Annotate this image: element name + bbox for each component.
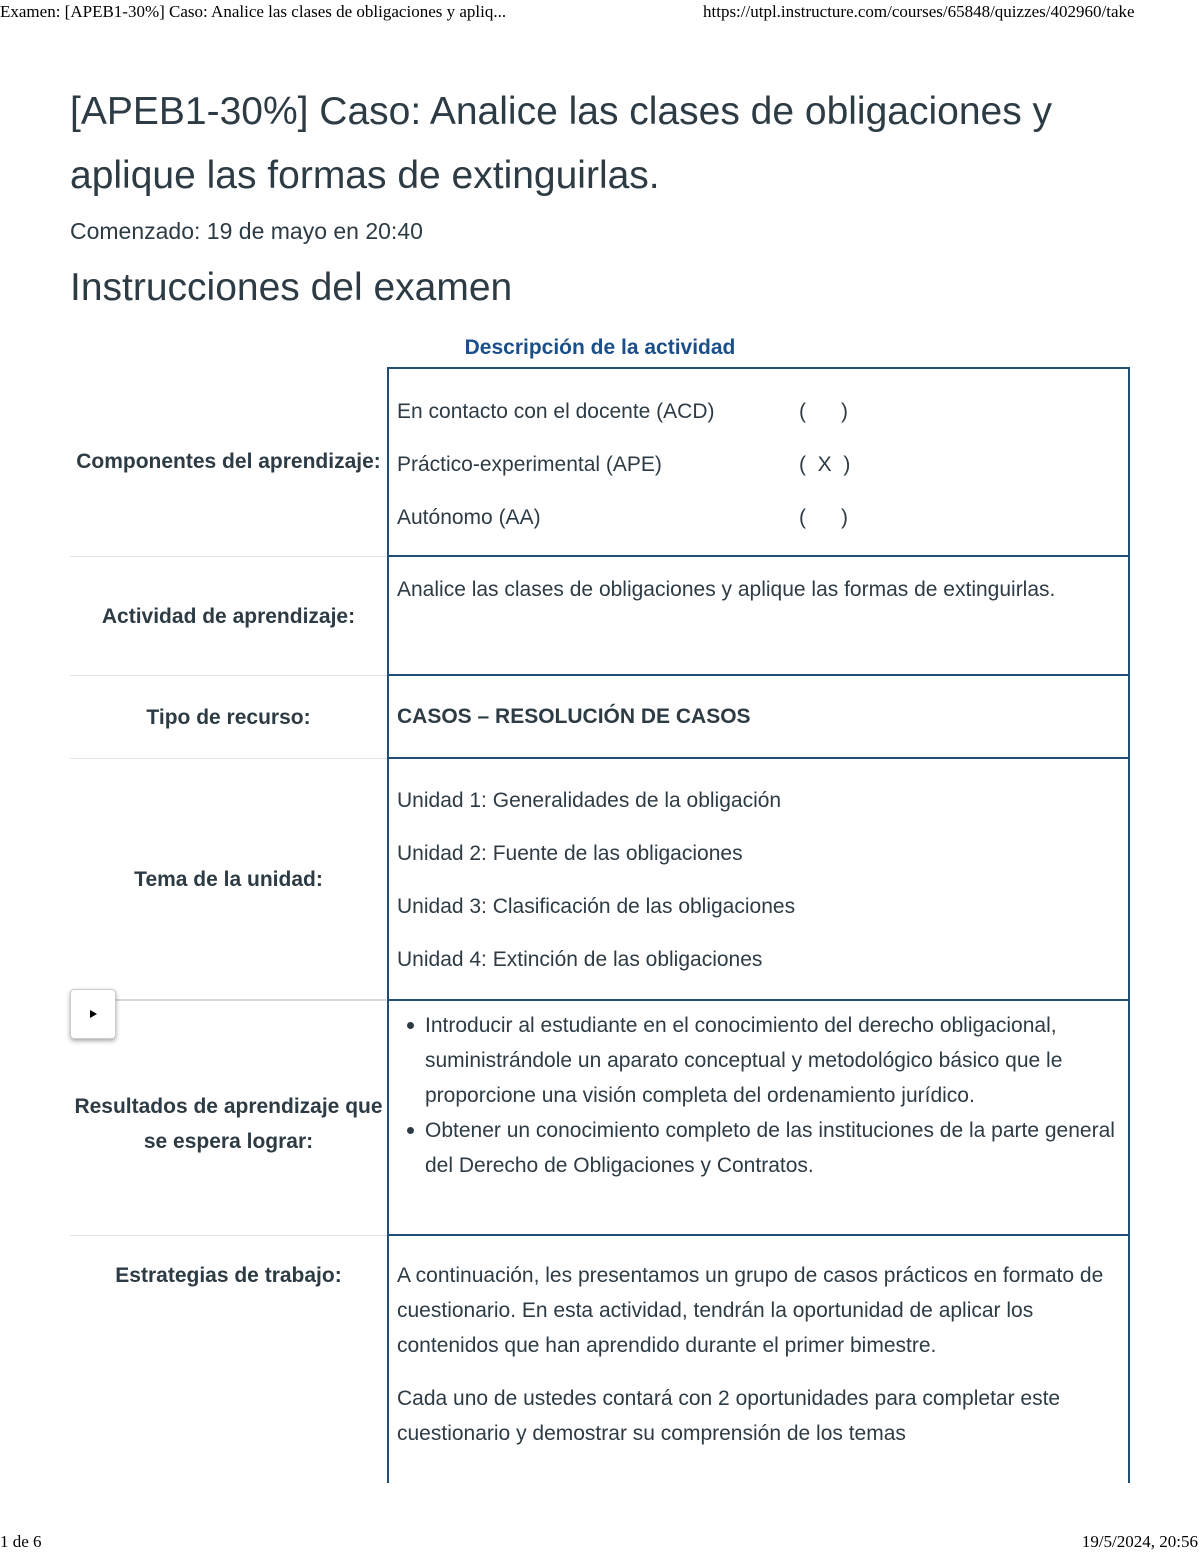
print-page-title: Examen: [APEB1-30%] Caso: Analice las clases de obligaciones y apliq... [0,2,507,21]
play-triangle-icon [87,1008,99,1020]
component-item [397,491,1120,544]
resource-value: CASOS – RESOLUCIÓN DE CASOS [387,676,1130,759]
outcomes-value [387,1001,1130,1236]
table-row-resource [70,676,1130,759]
strategies-value [387,1236,1130,1483]
print-url: https://utpl.instructure.com/courses/65848/quizzes/402960/take [703,2,1135,21]
component-item [397,438,1120,491]
table-row-strategies [70,1236,1130,1483]
unit-item: Unidad 2: Fuente de las obligaciones [397,842,743,865]
resource-label: Tipo de recurso: [70,676,387,759]
strategy-paragraph: Cada uno de ustedes contará con 2 oportunidades para completar este cuestionario y demostrar su comprensión de los temas [397,1387,1061,1445]
quiz-title: [APEB1-30%] Caso: Analice las clases de obligaciones y aplique las formas de extinguirlas. [70,90,1053,197]
unit-item: Unidad 4: Extinción de las obligaciones [397,948,763,971]
table-row-activity [70,557,1130,676]
strategies-label: Estrategias de trabajo: [115,1264,342,1287]
activity-label: Actividad de aprendizaje: [70,557,387,676]
print-page-count: 1 de 6 [0,1532,42,1551]
instructions-heading: Instrucciones del examen [70,266,513,309]
component-mark: ( ) [799,506,848,529]
print-header [0,2,1200,26]
list-item: Obtener un conocimiento completo de las instituciones de la parte general del Derecho de Obligaciones y Contratos. [425,1113,1120,1183]
components-label: Componentes del aprendizaje: [70,367,387,557]
table-row-outcomes [70,1001,1130,1236]
activity-table-caption: Descripción de la actividad [464,336,736,359]
component-name: En contacto con el docente (ACD) [397,400,715,423]
table-row-topics [70,759,1130,1001]
components-value [387,367,1130,557]
unit-item: Unidad 1: Generalidades de la obligación [397,789,782,812]
component-item [397,385,1120,438]
topic-value [387,759,1130,1001]
section-divider [116,999,386,1001]
quiz-started-time: Comenzado: 19 de mayo en 20:40 [70,218,423,244]
print-datetime: 19/5/2024, 20:56 [1081,1532,1198,1551]
component-name: Práctico-experimental (APE) [397,453,662,476]
table-row-components [70,367,1130,557]
expand-toggle-button[interactable] [70,989,116,1039]
outcomes-label: Resultados de aprendizaje que se espera lograr: [70,1001,387,1236]
activity-description-table [70,367,1130,1483]
unit-item: Unidad 3: Clasificación de las obligaciones [397,895,796,918]
topic-label: Tema de la unidad: [70,759,387,1001]
component-mark: ( ) [799,400,848,423]
activity-value: Analice las clases de obligaciones y aplique las formas de extinguirlas. [387,557,1130,676]
component-name: Autónomo (AA) [397,506,541,529]
outcomes-list [397,1008,1120,1183]
component-mark: ( X ) [799,453,851,476]
list-item: Introducir al estudiante en el conocimiento del derecho obligacional, suministrándole un aparato conceptual y metodológico básico que le proporcione una visión completa del ordenamiento jurídico. [425,1008,1120,1113]
print-footer [0,1532,1200,1554]
strategy-paragraph: A continuación, les presentamos un grupo de casos prácticos en formato de cuestionario. En esta actividad, tendrán la oportunidad de aplicar los contenidos que han aprendido durante el primer bimestre. [397,1264,1104,1357]
